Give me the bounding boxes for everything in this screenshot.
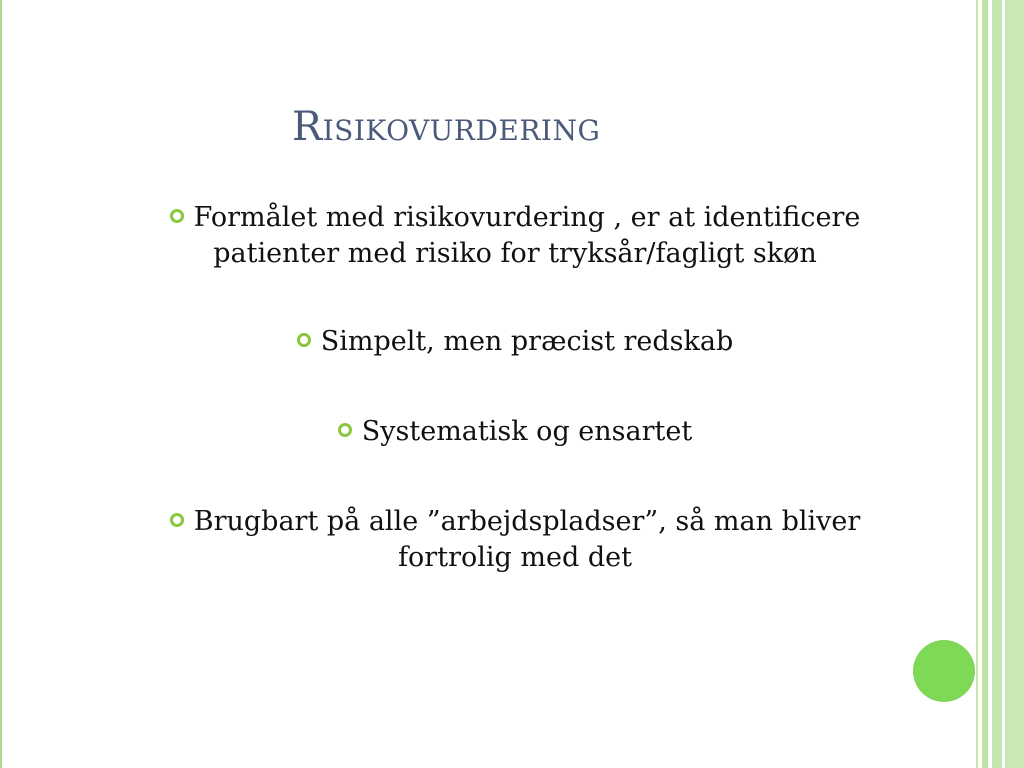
bullet-text: Simpelt, men præcist redskab xyxy=(320,326,734,357)
left-border-decoration xyxy=(0,0,2,768)
bullet-item xyxy=(110,504,920,576)
bullet-text: Formålet med risikovurdering , er at identificere patienter med risiko for tryksår/fagligt skøn xyxy=(193,202,861,269)
bullet-list xyxy=(110,200,920,576)
bullet-text: Brugbart på alle ”arbejdspladser”, så man bliver fortrolig med det xyxy=(193,506,861,573)
ring-bullet-icon xyxy=(170,209,184,223)
green-circle-decoration xyxy=(913,640,975,702)
bullet-item xyxy=(110,414,920,450)
bullet-text: Systematisk og ensartet xyxy=(361,416,693,447)
right-stripes-decoration xyxy=(976,0,1024,768)
ring-bullet-icon xyxy=(297,333,311,347)
ring-bullet-icon xyxy=(338,423,352,437)
ring-bullet-icon xyxy=(170,513,184,527)
slide-title: Risikovurdering xyxy=(292,104,601,150)
bullet-item xyxy=(110,200,920,272)
bullet-item xyxy=(110,324,920,360)
